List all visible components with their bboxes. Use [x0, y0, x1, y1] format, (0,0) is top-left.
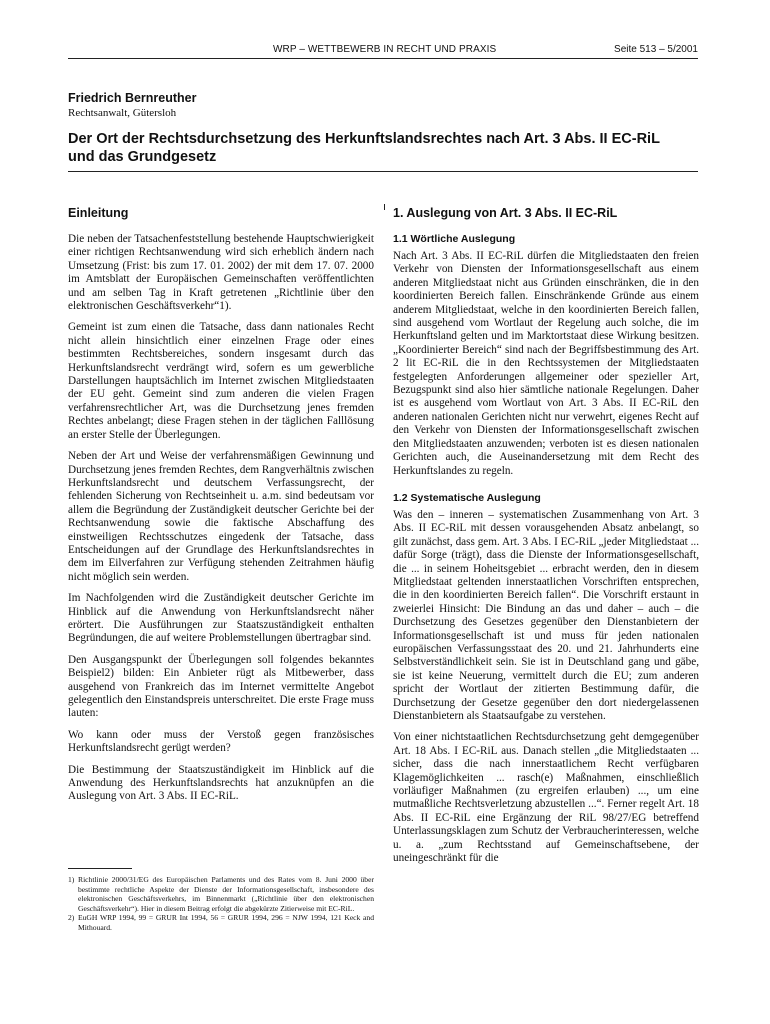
footnote-2	[68, 913, 374, 932]
author-name: Friedrich Bernreuther	[68, 91, 197, 105]
title-line-2: und das Grundgesetz	[68, 149, 217, 165]
title-rule	[68, 171, 698, 172]
paragraph: Nach Art. 3 Abs. II EC-RiL dürfen die Mitgliedstaaten den freien Verkehr von Diensten der Informationsgesellschaft aus einem anderen Mitgliedstaat nicht aus Gründen einschränken, die in den koordinierten Bereich fallen. Einschränkende Gründe aus einem anderem Mitgliedstaat, welche in den koordinierten Bereich fallen, sind ausgehend vom Wortlaut der Regelung auch solche, die im Herkunftsland gelten und im Marktortstaat diese Wirkung besitzen. „Koordinierter Bereich“ sind nach der Begriffsbestimmung des Art. 2 lit EC-RiL die in den Rechtssystemen der Mitgliedstaaten festgelegten Anforderungen allgemeiner oder spezieller Art, Bezugspunkt sind also hier sämtliche nationale Regelungen. Daher ist es ausgehend vom Wortlaut von Art. 3 Abs. II EC-RiL den anderen nationalen Gerichten nicht nur verwehrt, eigenes Recht auf den Verkehr von Diensten der Informationsgesellschaft zwischen den Mitgliedstaaten anzuwenden; verboten ist es diesen nationalen Gerichten auch, die Auseinandersetzung mit dem Recht des Herkunftslandes zu regeln.	[393, 250, 699, 477]
paragraph: Neben der Art und Weise der verfahrensmäßigen Gewinnung und Durchsetzung jenes fremden Rechtes, dem Rangverhältnis zwischen Herkunftslandsrecht und deutschem Verfassungsrecht, der fehlenden Sicherung von Rechtseinheit u. a.m. sind bedeutsam vor allem die Begründung der Zuständigkeit deutscher Gerichte bei der Rechtsanwendung sowie die faktische Abschaffung des einstweiligen Rechtsschutzes eingedenk der Tatsache, dass Entscheidungen auf der Grundlage des Herkunftslandsrechtes in dem im Eilverfahren zur Verfügung stehenden Zeitrahmen häufig nicht möglich sein werden.	[68, 450, 375, 583]
footnotes	[68, 868, 374, 933]
right-column	[393, 206, 699, 873]
article-title	[68, 130, 708, 166]
section-heading-einleitung: Einleitung	[68, 206, 129, 220]
subsection-heading-woertliche: 1.1 Wörtliche Auslegung	[393, 233, 516, 245]
journal-name: WRP – WETTBEWERB IN RECHT UND PRAXIS	[273, 44, 497, 55]
title-line-1: Der Ort der Rechtsdurchsetzung des Herkunftslandsrechtes nach Art. 3 Abs. II EC-RiL	[68, 131, 660, 147]
subsection-heading-systematische: 1.2 Systematische Auslegung	[393, 491, 541, 504]
paragraph: Den Ausgangspunkt der Überlegungen soll folgendes bekanntes Beispiel2) bilden: Ein Anbieter rügt als Mitbewerber, dass ausgehend von Frankreich das im Internet vermittelte Angebot gelegentlich den Einstandspreis unterschreitet. Die erste Frage muss lauten:	[68, 653, 374, 720]
section-heading-auslegung: 1. Auslegung von Art. 3 Abs. II EC-RiL	[393, 206, 618, 220]
page-number: Seite 513 – 5/2001	[614, 44, 698, 55]
footnote-1	[68, 875, 374, 913]
paragraph: Von einer nichtstaatlichen Rechtsdurchsetzung geht demgegenüber Art. 18 Abs. I EC-RiL aus. Danach stellen „die Mitgliedstaaten ... sicher, dass die nach innerstaatlichem Recht verfügbaren Klagemöglichkeiten ... rasch(e) Maßnahmen, einschließlich vorläufiger Maßnahmen (zu ergreifen erlauben) ..., um eine mutmaßliche Rechtsverletzung abzustellen ...“. Ferner regelt Art. 18 Abs. II EC-RiL eine Ergänzung der RiL 98/27/EG betreffend Unterlassungsklagen zum Schutz der Verbraucherinteressen, welche u. a. „zum Rechtsstand auf Gemeinschaftsebene, der uneingeschränkt für die	[393, 731, 699, 865]
author-affiliation: Rechtsanwalt, Gütersloh	[68, 107, 177, 119]
paragraph: Im Nachfolgenden wird die Zuständigkeit deutscher Gerichte im Hinblick auf die Anwendung von Herkunftslandsrecht näher erörtert. Die Ausführungen zur Staatszuständigkeit enthalten Begründungen, die auf weitere Problemstellungen übertragbar sind.	[68, 592, 374, 645]
footnote-text: EuGH WRP 1994, 99 = GRUR Int 1994, 56 = GRUR 1994, 296 = NJW 1994, 121 Keck and Mithouard.	[78, 913, 374, 932]
paragraph: Die neben der Tatsachenfeststellung bestehende Hauptschwierigkeit einer richtigen Rechtsanwendung wird sich erheblich ändern nach Umsetzung (Frist: bis zum 17. 01. 2002) der mit dem 17. 07. 2000 im Amtsblatt der Europäischen Gemeinschaften veröffentlichten und am selben Tag in Kraft getretenen „Richtlinie über den elektronischen Geschäftsverkehr“1).	[68, 233, 374, 313]
left-column	[68, 206, 374, 812]
question-paragraph: Wo kann oder muss der Verstoß gegen französisches Herkunftslandsrecht gerügt werden?	[68, 728, 374, 755]
paragraph: Gemeint ist zum einen die Tatsache, dass dann nationales Recht nicht allein hinsichtlich einer einzelnen Frage oder eines bestimmten Rechtsbereiches, sondern insgesamt durch das Herkunftslandsrecht verdrängt wird, sofern es um gewerbliche Darstellungen hauptsächlich im Internet zwischen Mitgliedstaaten der EU geht. Gemeint sind zum anderen die vielen Fragen verfahrensrechtlicher Art, was die Durchsetzung jenes fremden Rechtes anbelangt; diese Fragen stehen in der täglichen Falllösung an erster Stelle der Überlegungen.	[68, 321, 374, 441]
column-separator-tick	[384, 204, 385, 210]
footnote-number: 2)	[68, 913, 75, 923]
footnote-rule	[68, 868, 132, 869]
footnote-text: Richtlinie 2000/31/EG des Europäischen Parlaments und des Rates vom 8. Juni 2000 über bestimmte rechtliche Aspekte der Dienste der Informationsgesellschaft, insbesondere des elektronischen Geschäftsverkehrs, im Binnenmarkt („Richtlinie über den elektronischen Geschäftsverkehr“). Hier in diesem Beitrag erfolgt die abgekürzte Zitierweise mit EC-RiL.	[78, 875, 374, 913]
footnote-number: 1)	[68, 875, 75, 884]
running-header	[68, 44, 698, 58]
paragraph: Was den – inneren – systematischen Zusammenhang von Art. 3 Abs. II EC-RiL mit dessen vorausgehenden Absatz anbelangt, so gilt zunächst, dass gem. Art. 3 Abs. I EC-RiL „jeder Mitgliedstaat ... dafür Sorge (trägt), dass die Dienste der Informationsgesellschaft, die ... in seinem Hoheitsgebiet ... erbracht werden, den in diesem Mitgliedstaat geltenden innerstaatlichen Vorschriften entsprechen, die in den koordinierten Bereich fallen“. Die Vorschrift erstaunt in zweierlei Hinsicht: Die Bindung an das und daher – auch – die Durchsetzung des Gesetzes gegenüber den Dienstanbietern der Informationsgesellschaft ist und muss für jeden nationalen europäischen Verfassungsstaat des 20. und 21. Jahrhunderts eine Selbstverständlichkeit sein. Sie ist in Deutschland gang und gäbe, sie ist keine Neuerung, vermittelt durch die EU; zum anderen spricht der Wortlaut der zitierten Bestimmung dafür, die Durchsetzung der Gesetze gegenüber den dort niedergelassenen Dienstanbietern als Staatsaufgabe zu verstehen.	[393, 508, 699, 722]
paragraph: Die Bestimmung der Staatszuständigkeit im Hinblick auf die Anwendung des Herkunftslandsrechts hat anzuknüpfen an die Auslegung von Art. 3 Abs. II EC-RiL.	[68, 763, 374, 803]
header-rule	[68, 58, 698, 59]
